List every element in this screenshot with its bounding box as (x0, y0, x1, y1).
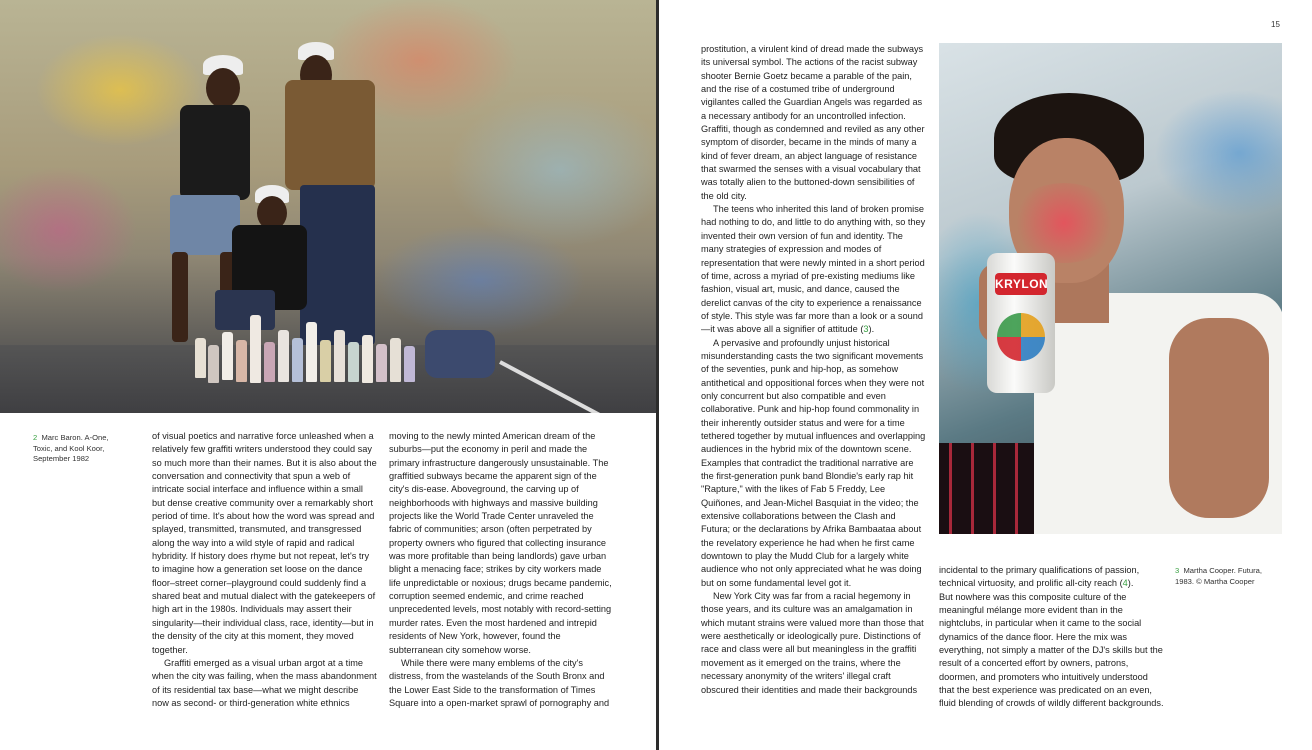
color-dots-icon (997, 313, 1045, 361)
caption-figure-3 (1175, 566, 1275, 587)
paragraph: incidental to the primary qualifications of passion, technical virtuosity, and prolific all-city reach (4). (939, 565, 1140, 589)
paragraph: The teens who inherited this land of broken promise had nothing to do, and little to do anything with, so they invented their own version of fun and identity. The many strategies of expression and modes of representation that were newly minted in a short period of time, across a myriad of pre-existing mediums like fashion, visual art, music, and dance, caused the derelict canvas of the city to experience a renaissance of style. This style was far more than a look or a sound—it was above all a signifier of attitude (3). (701, 204, 926, 335)
paragraph: While there were many emblems of the city's distress, from the wastelands of the South Bronx and the Lower East Side to the transformation of Times Square into a open-market sprawl of pornography and (389, 657, 610, 708)
paragraph: moving to the newly minted American dream of the suburbs—put the economy in peril and made the primary infrastructure dangerously unsustainable. The graffitied subways became the apparent sign of the city's dis-ease. Aboveground, the carving up of neighborhoods with highways and massive building projects like the World Trade Center unraveled the fabric of communities; arson (often perpetrated by property owners who figured that collecting insurance was more profitable than being landlords) gave urban blight a menacing face; strikes by city workers made life unpredictable or noxious; drugs became pandemic, corruption seemed endemic, and crime reached unprecedented levels, most notably with record-setting murder rates. Even the most hardened and intrepid residents of New York, however, found the subterranean city somehow worse. (389, 431, 612, 655)
caption-number: 3 (1175, 566, 1180, 575)
caption-figure-2 (33, 433, 125, 465)
paragraph: of visual poetics and narrative force unleashed when a relatively few graffiti writers understood they could say so much more than their names. But it is also about the conversation and connectivity that spun a web of intricate social interface and influence within a small but dense creative community over a remarkably short period of time. It's about how the word was spread and splayed, transmitted, transmuted, and transgressed along the way into a wild style of rapid and radical hybridity. If history does rhyme but not repeat, let's try to imagine how a generation set loose on the dance floor–street corner–playground could suddenly find a shared beat and mutual dialect with the gatekeepers of high art in the 1980s. Individuals may assert their singularity—their individual class, race, identity—but in the density of the city at this moment, they moved together. (152, 431, 377, 655)
figure-reference[interactable]: 3 (863, 324, 869, 335)
left-text-column-1 (152, 430, 377, 710)
caption-text: Martha Cooper. Futura, 1983. © Martha Cooper (1175, 566, 1262, 586)
figure-reference[interactable]: 4 (1122, 578, 1128, 589)
right-page (659, 0, 1312, 750)
right-text-column-2 (939, 564, 1164, 711)
right-text-column-1 (701, 43, 926, 697)
caption-text: Marc Baron. A-One, Toxic, and Kool Koor, September 1982 (33, 433, 109, 464)
paragraph: A pervasive and profoundly unjust historical misunderstanding casts the two significant movements of the seventies, punk and hip-hop, as somehow antithetical and oppositional forces when they were not only concurrent but also compatible and even collaborative. Punk and hip-hop found commonality in their inherently outsider status and were for a time tethered together by mutual influences and overlapping audiences in the hybrid mix of the downtown scene. Examples that contradict the traditional narrative are the first-generation punk band Blondie's early rap hit "Rapture," with the likes of Fab 5 Freddy, Lee Quiñones, and Jean-Michel Basquiat in the video; the extensive collaborations between the Clash and Futura; or the declarations by Afrika Bambaataa about the revelatory experience he had when he first came downtown to play the Mudd Club for a largely white audience who not only appreciated what he was doing but on some fundamental level got it. (701, 337, 926, 588)
duffel-bag (425, 330, 495, 378)
paragraph: But nowhere was this composite culture of the meaningful mélange more evident than in the nightclubs, in particular when it came to the social dynamics of the dance floor. Here the mix was everything, not simply a matter of the DJ's skills but the result of a concerted effort by owners, patrons, doormen, and promoters who intuitively understood that the best experience was predicated on an even, fluid blending of crowds of wildly different backgrounds. (939, 591, 1164, 709)
can-label: KRYLON (995, 273, 1047, 295)
arm (1169, 318, 1269, 518)
spray-can (987, 253, 1055, 393)
paragraph: New York City was far from a racial hegemony in those years, and its culture was an amalgamation in which mutant strains were valued more than those that were aesthetically or ideologically pure. Distinctions of race and class were all but meaningless in the graffiti movement as it emerged on the trains, where the necessary anonymity of the writers' illegal craft obscured their identities and made their backgrounds (701, 591, 924, 695)
page-number: 15 (1271, 20, 1280, 29)
spray-mist (1009, 183, 1119, 263)
paragraph: Graffiti emerged as a visual urban argot at a time when the city was failing, when the mass abandonment of its residential tax base—what we might describe now as second- or third-generation white ethnics (152, 657, 377, 708)
photo-graffiti-wall (0, 0, 657, 413)
paragraph: prostitution, a virulent kind of dread made the subways its universal symbol. The actions of the racist subway shooter Bernie Goetz became a parable of the pain, and the rise of a costumed tribe of underground vigilantes called the Guardian Angels was regarded as a necessary antibody for an uncontrolled infection. Graffiti, though as condemned and reviled as any other symptom of disorder, became in the minds of many a kind of fever dream, an abject language of resistance that swarmed the senses with a visual vocabulary that was totally alien to the buttoned-down sensibilities of the old city. (701, 44, 925, 201)
photo-spray-can-portrait (939, 43, 1282, 534)
left-text-column-2 (389, 430, 614, 710)
caption-number: 2 (33, 433, 38, 442)
